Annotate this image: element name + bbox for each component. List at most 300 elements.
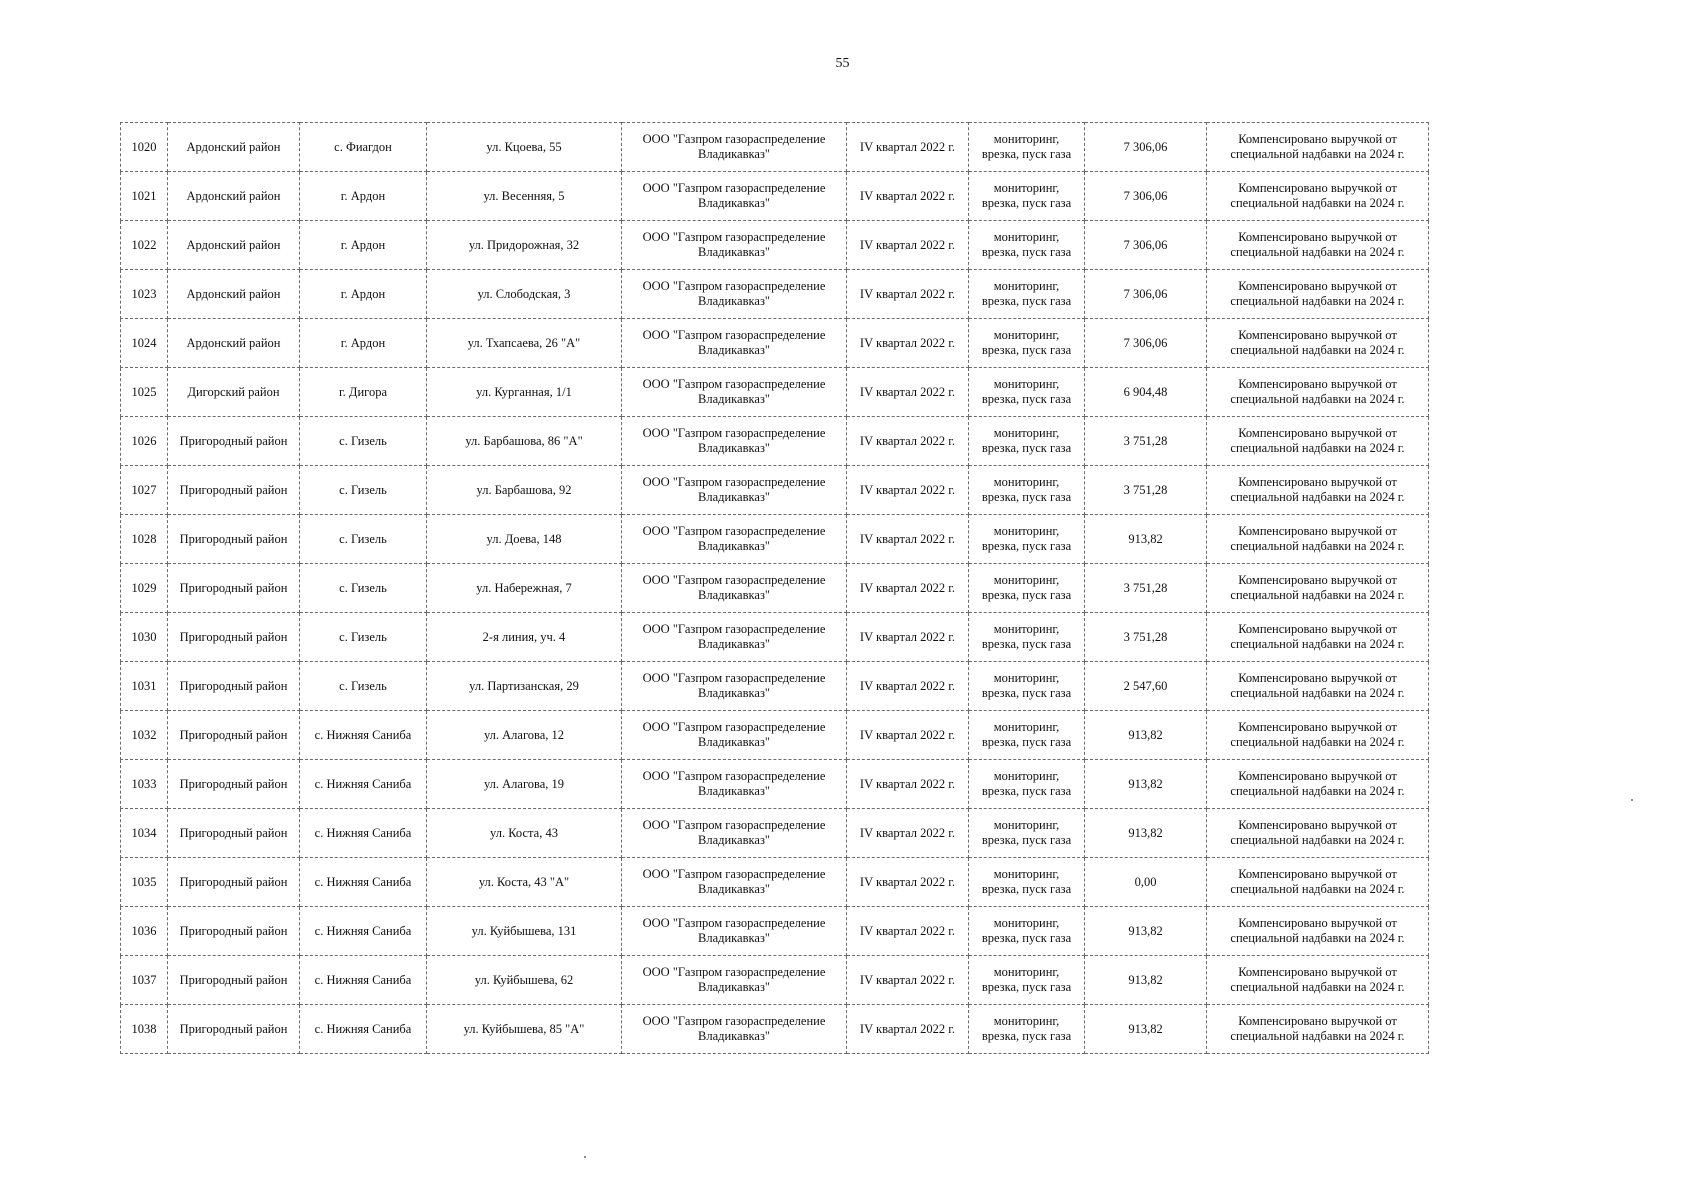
works-cell	[969, 858, 1085, 907]
settlement-name: с. Нижняя Саниба	[314, 727, 412, 742]
work-type-line2: врезка, пуск газа	[981, 833, 1072, 847]
settlement-cell	[300, 809, 427, 858]
settlement-cell	[300, 858, 427, 907]
district-name: Дигорский район	[187, 384, 280, 399]
period-cell	[847, 368, 969, 417]
note-cell	[1207, 613, 1429, 662]
work-period: IV квартал 2022 г.	[859, 384, 956, 399]
page-number: 55	[835, 56, 850, 71]
note-cell	[1207, 417, 1429, 466]
organization-name-line2: Владикавказ"	[698, 686, 770, 700]
amount-cell	[1085, 858, 1207, 907]
address-cell	[427, 123, 622, 172]
works-cell	[969, 319, 1085, 368]
compensation-note-line1: Компенсировано выручкой от	[1238, 181, 1397, 195]
address-cell	[427, 270, 622, 319]
amount-cell	[1085, 564, 1207, 613]
district-name: Пригородный район	[179, 531, 288, 546]
organization-name-line2: Владикавказ"	[698, 588, 770, 602]
row-number: 1024	[131, 335, 157, 350]
work-type-line1: мониторинг,	[993, 132, 1060, 146]
cost-amount: 7 306,06	[1123, 188, 1168, 203]
work-type-line2: врезка, пуск газа	[981, 245, 1072, 259]
work-period: IV квартал 2022 г.	[859, 139, 956, 154]
work-period: IV квартал 2022 г.	[859, 286, 956, 301]
works-cell	[969, 270, 1085, 319]
address-cell	[427, 613, 622, 662]
settlement-name: г. Ардон	[340, 237, 386, 252]
street-address: ул. Алагова, 12	[483, 727, 565, 742]
row-number: 1030	[131, 629, 157, 644]
cost-amount: 0,00	[1134, 874, 1157, 889]
work-period: IV квартал 2022 г.	[859, 972, 956, 987]
organization-cell	[622, 858, 847, 907]
note-cell	[1207, 368, 1429, 417]
row-number-cell	[121, 1005, 168, 1054]
table-row	[121, 613, 1429, 662]
table-row	[121, 907, 1429, 956]
row-number: 1034	[131, 825, 157, 840]
work-type-line2: врезка, пуск газа	[981, 980, 1072, 994]
settlement-name: с. Гизель	[339, 531, 387, 546]
amount-cell	[1085, 711, 1207, 760]
row-number-cell	[121, 858, 168, 907]
settlement-name: г. Ардон	[340, 286, 386, 301]
row-number-cell	[121, 270, 168, 319]
work-period: IV квартал 2022 г.	[859, 482, 956, 497]
district-cell	[168, 907, 300, 956]
district-cell	[168, 564, 300, 613]
note-cell	[1207, 858, 1429, 907]
amount-cell	[1085, 368, 1207, 417]
cost-amount: 7 306,06	[1123, 139, 1168, 154]
settlement-name: с. Нижняя Саниба	[314, 972, 412, 987]
work-period: IV квартал 2022 г.	[859, 825, 956, 840]
compensation-note-line1: Компенсировано выручкой от	[1238, 279, 1397, 293]
table-row	[121, 858, 1429, 907]
row-number-cell	[121, 123, 168, 172]
compensation-note-line2: специальной надбавки на 2024 г.	[1230, 196, 1405, 210]
compensation-note-line2: специальной надбавки на 2024 г.	[1230, 588, 1405, 602]
work-period: IV квартал 2022 г.	[859, 629, 956, 644]
street-address: ул. Доева, 148	[486, 531, 562, 546]
cost-amount: 913,82	[1128, 727, 1163, 742]
compensation-note-line1: Компенсировано выручкой от	[1238, 622, 1397, 636]
amount-cell	[1085, 809, 1207, 858]
amount-cell	[1085, 760, 1207, 809]
settlement-cell	[300, 564, 427, 613]
note-cell	[1207, 809, 1429, 858]
row-number-cell	[121, 809, 168, 858]
works-cell	[969, 466, 1085, 515]
row-number: 1027	[131, 482, 157, 497]
work-type-line1: мониторинг,	[993, 573, 1060, 587]
compensation-note-line1: Компенсировано выручкой от	[1238, 671, 1397, 685]
district-name: Пригородный район	[179, 580, 288, 595]
settlement-cell	[300, 1005, 427, 1054]
amount-cell	[1085, 956, 1207, 1005]
work-type-line2: врезка, пуск газа	[981, 882, 1072, 896]
work-period: IV квартал 2022 г.	[859, 580, 956, 595]
organization-name-line1: ООО "Газпром газораспределение	[642, 132, 826, 146]
address-cell	[427, 368, 622, 417]
organization-cell	[622, 907, 847, 956]
work-type-line1: мониторинг,	[993, 230, 1060, 244]
work-type-line2: врезка, пуск газа	[981, 147, 1072, 161]
compensation-note-line2: специальной надбавки на 2024 г.	[1230, 735, 1405, 749]
organization-name-line2: Владикавказ"	[698, 392, 770, 406]
note-cell	[1207, 221, 1429, 270]
work-period: IV квартал 2022 г.	[859, 678, 956, 693]
settlement-name: с. Фиагдон	[334, 139, 392, 154]
row-number: 1022	[131, 237, 157, 252]
work-type-line2: врезка, пуск газа	[981, 392, 1072, 406]
compensation-note-line1: Компенсировано выручкой от	[1238, 328, 1397, 342]
organization-name-line2: Владикавказ"	[698, 784, 770, 798]
work-period: IV квартал 2022 г.	[859, 923, 956, 938]
period-cell	[847, 417, 969, 466]
settlement-cell	[300, 368, 427, 417]
work-type-line2: врезка, пуск газа	[981, 588, 1072, 602]
district-cell	[168, 270, 300, 319]
work-period: IV квартал 2022 г.	[859, 874, 956, 889]
organization-name-line2: Владикавказ"	[698, 980, 770, 994]
work-type-line1: мониторинг,	[993, 916, 1060, 930]
street-address: ул. Куйбышева, 85 "А"	[463, 1021, 585, 1036]
compensation-note-line1: Компенсировано выручкой от	[1238, 230, 1397, 244]
work-type-line2: врезка, пуск газа	[981, 196, 1072, 210]
works-cell	[969, 1005, 1085, 1054]
address-cell	[427, 760, 622, 809]
row-number-cell	[121, 564, 168, 613]
address-cell	[427, 221, 622, 270]
works-cell	[969, 711, 1085, 760]
address-cell	[427, 956, 622, 1005]
district-name: Пригородный район	[179, 923, 288, 938]
street-address: ул. Барбашова, 92	[476, 482, 572, 497]
address-cell	[427, 809, 622, 858]
organization-cell	[622, 564, 847, 613]
street-address: ул. Коста, 43	[490, 825, 558, 840]
table-row	[121, 466, 1429, 515]
row-number: 1031	[131, 678, 157, 693]
works-cell	[969, 221, 1085, 270]
registry-table-body	[121, 123, 1429, 1054]
district-name: Пригородный район	[179, 433, 288, 448]
row-number-cell	[121, 956, 168, 1005]
row-number: 1035	[131, 874, 157, 889]
organization-cell	[622, 368, 847, 417]
district-name: Ардонский район	[186, 335, 281, 350]
compensation-note-line2: специальной надбавки на 2024 г.	[1230, 833, 1405, 847]
settlement-name: с. Гизель	[339, 482, 387, 497]
district-name: Пригородный район	[179, 874, 288, 889]
settlement-name: с. Гизель	[339, 629, 387, 644]
settlement-cell	[300, 613, 427, 662]
street-address: ул. Слободская, 3	[477, 286, 571, 301]
works-cell	[969, 564, 1085, 613]
note-cell	[1207, 515, 1429, 564]
compensation-note-line2: специальной надбавки на 2024 г.	[1230, 637, 1405, 651]
compensation-note-line2: специальной надбавки на 2024 г.	[1230, 931, 1405, 945]
district-name: Пригородный район	[179, 678, 288, 693]
work-type-line2: врезка, пуск газа	[981, 686, 1072, 700]
district-cell	[168, 613, 300, 662]
organization-name-line2: Владикавказ"	[698, 1029, 770, 1043]
works-cell	[969, 956, 1085, 1005]
table-row	[121, 662, 1429, 711]
work-type-line1: мониторинг,	[993, 622, 1060, 636]
work-period: IV квартал 2022 г.	[859, 727, 956, 742]
district-cell	[168, 858, 300, 907]
work-period: IV квартал 2022 г.	[859, 335, 956, 350]
organization-name-line1: ООО "Газпром газораспределение	[642, 622, 826, 636]
district-cell	[168, 711, 300, 760]
compensation-note-line1: Компенсировано выручкой от	[1238, 132, 1397, 146]
compensation-note-line1: Компенсировано выручкой от	[1238, 818, 1397, 832]
organization-cell	[622, 613, 847, 662]
table-row	[121, 711, 1429, 760]
settlement-name: г. Ардон	[340, 335, 386, 350]
row-number-cell	[121, 662, 168, 711]
period-cell	[847, 270, 969, 319]
organization-name-line1: ООО "Газпром газораспределение	[642, 279, 826, 293]
work-type-line1: мониторинг,	[993, 867, 1060, 881]
cost-amount: 913,82	[1128, 923, 1163, 938]
organization-name-line1: ООО "Газпром газораспределение	[642, 377, 826, 391]
settlement-name: с. Нижняя Саниба	[314, 923, 412, 938]
cost-amount: 913,82	[1128, 776, 1163, 791]
address-cell	[427, 417, 622, 466]
compensation-note-line1: Компенсировано выручкой от	[1238, 769, 1397, 783]
work-type-line2: врезка, пуск газа	[981, 1029, 1072, 1043]
organization-name-line2: Владикавказ"	[698, 441, 770, 455]
compensation-note-line2: специальной надбавки на 2024 г.	[1230, 539, 1405, 553]
district-cell	[168, 221, 300, 270]
organization-cell	[622, 662, 847, 711]
district-name: Пригородный район	[179, 482, 288, 497]
compensation-note-line1: Компенсировано выручкой от	[1238, 524, 1397, 538]
table-row	[121, 1005, 1429, 1054]
work-type-line2: врезка, пуск газа	[981, 343, 1072, 357]
organization-cell	[622, 319, 847, 368]
cost-amount: 3 751,28	[1123, 580, 1168, 595]
table-row	[121, 172, 1429, 221]
works-cell	[969, 760, 1085, 809]
district-cell	[168, 123, 300, 172]
district-cell	[168, 515, 300, 564]
works-cell	[969, 809, 1085, 858]
row-number: 1029	[131, 580, 157, 595]
period-cell	[847, 564, 969, 613]
amount-cell	[1085, 172, 1207, 221]
work-type-line1: мониторинг,	[993, 1014, 1060, 1028]
compensation-note-line1: Компенсировано выручкой от	[1238, 573, 1397, 587]
note-cell	[1207, 466, 1429, 515]
cost-amount: 3 751,28	[1123, 629, 1168, 644]
organization-name-line1: ООО "Газпром газораспределение	[642, 671, 826, 685]
work-type-line1: мониторинг,	[993, 426, 1060, 440]
settlement-name: с. Нижняя Саниба	[314, 874, 412, 889]
settlement-cell	[300, 417, 427, 466]
period-cell	[847, 515, 969, 564]
note-cell	[1207, 760, 1429, 809]
table-row	[121, 368, 1429, 417]
district-cell	[168, 466, 300, 515]
settlement-cell	[300, 711, 427, 760]
organization-name-line2: Владикавказ"	[698, 245, 770, 259]
district-name: Пригородный район	[179, 629, 288, 644]
work-type-line1: мониторинг,	[993, 965, 1060, 979]
row-number: 1020	[131, 139, 157, 154]
amount-cell	[1085, 662, 1207, 711]
work-type-line1: мониторинг,	[993, 377, 1060, 391]
address-cell	[427, 515, 622, 564]
address-cell	[427, 466, 622, 515]
organization-cell	[622, 123, 847, 172]
row-number: 1037	[131, 972, 157, 987]
street-address: 2-я линия, уч. 4	[482, 629, 566, 644]
settlement-cell	[300, 515, 427, 564]
compensation-note-line2: специальной надбавки на 2024 г.	[1230, 980, 1405, 994]
amount-cell	[1085, 907, 1207, 956]
compensation-note-line1: Компенсировано выручкой от	[1238, 720, 1397, 734]
organization-name-line1: ООО "Газпром газораспределение	[642, 230, 826, 244]
row-number: 1036	[131, 923, 157, 938]
street-address: ул. Куйбышева, 62	[474, 972, 574, 987]
work-type-line2: врезка, пуск газа	[981, 637, 1072, 651]
works-cell	[969, 907, 1085, 956]
settlement-name: с. Нижняя Саниба	[314, 825, 412, 840]
period-cell	[847, 123, 969, 172]
organization-cell	[622, 809, 847, 858]
district-cell	[168, 417, 300, 466]
compensation-note-line2: специальной надбавки на 2024 г.	[1230, 245, 1405, 259]
amount-cell	[1085, 319, 1207, 368]
district-cell	[168, 956, 300, 1005]
work-type-line1: мониторинг,	[993, 720, 1060, 734]
street-address: ул. Коста, 43 "А"	[478, 874, 570, 889]
organization-name-line2: Владикавказ"	[698, 637, 770, 651]
compensation-note-line2: специальной надбавки на 2024 г.	[1230, 441, 1405, 455]
row-number-cell	[121, 613, 168, 662]
address-cell	[427, 1005, 622, 1054]
district-name: Пригородный район	[179, 972, 288, 987]
works-cell	[969, 417, 1085, 466]
period-cell	[847, 858, 969, 907]
note-cell	[1207, 662, 1429, 711]
district-cell	[168, 1005, 300, 1054]
period-cell	[847, 172, 969, 221]
work-period: IV квартал 2022 г.	[859, 188, 956, 203]
organization-name-line1: ООО "Газпром газораспределение	[642, 1014, 826, 1028]
street-address: ул. Курганная, 1/1	[476, 384, 572, 399]
cost-amount: 7 306,06	[1123, 286, 1168, 301]
work-period: IV квартал 2022 г.	[859, 237, 956, 252]
organization-cell	[622, 711, 847, 760]
row-number-cell	[121, 172, 168, 221]
settlement-cell	[300, 956, 427, 1005]
table-row	[121, 221, 1429, 270]
work-period: IV квартал 2022 г.	[859, 776, 956, 791]
table-row	[121, 515, 1429, 564]
table-row	[121, 270, 1429, 319]
scan-speck	[1631, 799, 1633, 801]
organization-name-line1: ООО "Газпром газораспределение	[642, 916, 826, 930]
work-type-line1: мониторинг,	[993, 475, 1060, 489]
row-number: 1038	[131, 1021, 157, 1036]
organization-name-line2: Владикавказ"	[698, 931, 770, 945]
compensation-note-line1: Компенсировано выручкой от	[1238, 475, 1397, 489]
district-cell	[168, 662, 300, 711]
compensation-note-line1: Компенсировано выручкой от	[1238, 916, 1397, 930]
note-cell	[1207, 319, 1429, 368]
district-name: Ардонский район	[186, 237, 281, 252]
street-address: ул. Весенняя, 5	[483, 188, 565, 203]
organization-name-line1: ООО "Газпром газораспределение	[642, 965, 826, 979]
period-cell	[847, 613, 969, 662]
address-cell	[427, 564, 622, 613]
address-cell	[427, 858, 622, 907]
cost-amount: 3 751,28	[1123, 482, 1168, 497]
cost-amount: 913,82	[1128, 1021, 1163, 1036]
work-type-line2: врезка, пуск газа	[981, 735, 1072, 749]
work-period: IV квартал 2022 г.	[859, 433, 956, 448]
organization-cell	[622, 172, 847, 221]
note-cell	[1207, 711, 1429, 760]
works-cell	[969, 368, 1085, 417]
organization-name-line2: Владикавказ"	[698, 490, 770, 504]
district-name: Ардонский район	[186, 139, 281, 154]
work-type-line1: мониторинг,	[993, 181, 1060, 195]
amount-cell	[1085, 613, 1207, 662]
district-name: Ардонский район	[186, 286, 281, 301]
organization-name-line2: Владикавказ"	[698, 147, 770, 161]
street-address: ул. Партизанская, 29	[469, 678, 579, 693]
work-period: IV квартал 2022 г.	[859, 531, 956, 546]
street-address: ул. Набережная, 7	[476, 580, 572, 595]
settlement-cell	[300, 319, 427, 368]
district-name: Пригородный район	[179, 776, 288, 791]
organization-name-line1: ООО "Газпром газораспределение	[642, 475, 826, 489]
work-period: IV квартал 2022 г.	[859, 1021, 956, 1036]
settlement-name: г. Ардон	[340, 188, 386, 203]
period-cell	[847, 319, 969, 368]
organization-name-line1: ООО "Газпром газораспределение	[642, 867, 826, 881]
settlement-name: г. Дигора	[338, 384, 388, 399]
row-number: 1025	[131, 384, 157, 399]
cost-amount: 3 751,28	[1123, 433, 1168, 448]
district-cell	[168, 760, 300, 809]
compensation-note-line2: специальной надбавки на 2024 г.	[1230, 147, 1405, 161]
organization-name-line2: Владикавказ"	[698, 196, 770, 210]
period-cell	[847, 1005, 969, 1054]
works-cell	[969, 172, 1085, 221]
work-type-line1: мониторинг,	[993, 671, 1060, 685]
district-name: Пригородный район	[179, 825, 288, 840]
settlement-cell	[300, 907, 427, 956]
address-cell	[427, 711, 622, 760]
settlement-cell	[300, 221, 427, 270]
cost-amount: 7 306,06	[1123, 335, 1168, 350]
period-cell	[847, 809, 969, 858]
works-cell	[969, 662, 1085, 711]
work-type-line1: мониторинг,	[993, 279, 1060, 293]
address-cell	[427, 319, 622, 368]
note-cell	[1207, 956, 1429, 1005]
row-number-cell	[121, 515, 168, 564]
organization-name-line1: ООО "Газпром газораспределение	[642, 573, 826, 587]
